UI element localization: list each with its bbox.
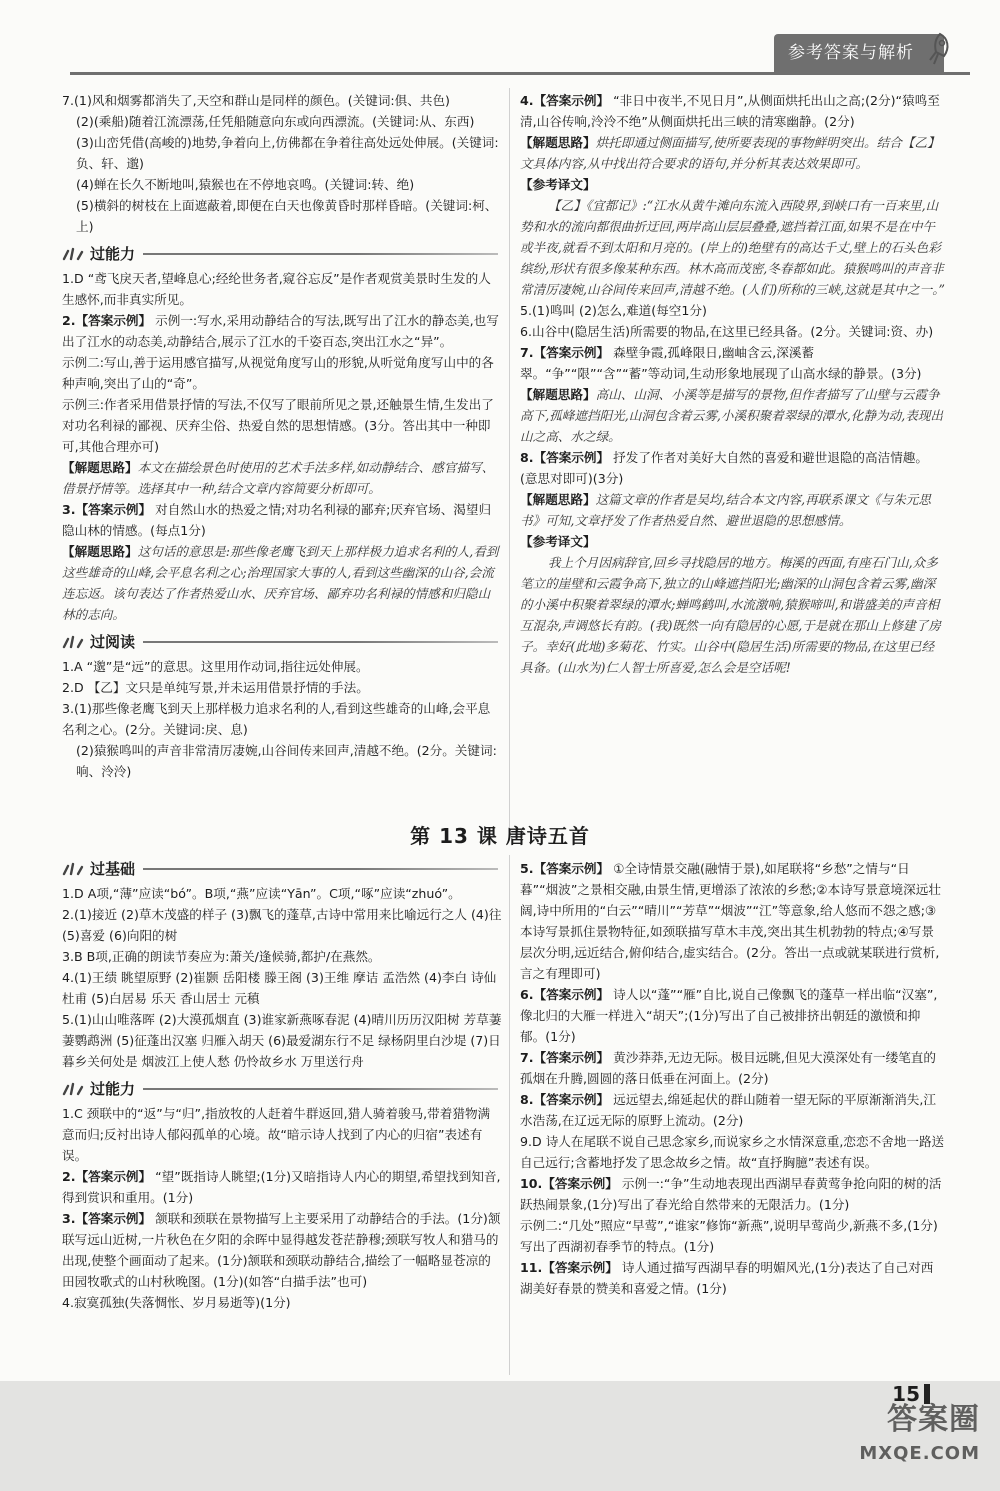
section-heading-ability (62, 243, 502, 265)
right-column-top (520, 90, 945, 678)
analysis-tag: 【解题思路】 (62, 460, 138, 475)
basic-answer-3: 3.B B项,正确的朗读节奏应为:萧关/逢候骑,都护/在燕然。 (62, 949, 381, 964)
answer-text: “非日中夜半,不见日月”,从侧面烘托出山之高;(2分)“猿鸣至清,山谷传响,泠泠不绝”从侧面烘托出三峡的清寒幽静。(2分) (520, 93, 940, 129)
sparkle-icon (62, 633, 86, 651)
answer-text: 颔联和颈联在景物描写上主要采用了动静结合的手法。(1分)颔联写远山近树,一片秋色在夕阳的余晖中显得越发苍茫静穆;颈联写牧人和猎马的出现,使整个画面动了起来。(1分)颔联和颈联动静结合,描绘了一幅略显苍凉的田园牧歌式的山村秋晚图。(1分)(如答“白描手法”也可) (62, 1211, 501, 1289)
sparkle-icon (62, 860, 86, 878)
answer-8 (520, 1089, 945, 1131)
answer-10 (520, 1173, 945, 1215)
sparkle-icon (62, 245, 86, 263)
answer-8-analysis (520, 489, 945, 531)
header-tab (774, 34, 944, 72)
basic-answer-1: 1.D A项,“薄”应读“bó”。B项,“燕”应读“Yān”。C项,“啄”应读“zhuó”。 (62, 886, 461, 901)
answer-7-5: (5)横斜的树枝在上面遮蔽着,即便在白天也像黄昏时那样昏暗。(关键词:柯、上) (76, 198, 498, 234)
answer-6: 6.山谷中(隐居生活)所需要的物品,在这里已经具备。(2分。关键词:资、办) (520, 324, 934, 339)
column-divider (509, 88, 510, 828)
section-rule (143, 253, 498, 255)
basic-answer-2: 2.(1)接近 (2)草木茂盛的样子 (3)飘飞的蓬草,古诗中常用来比喻远行之人 (4)往 (5)喜爱 (6)向阳的树 (62, 907, 502, 943)
answer-tag: 2.【答案示例】 (62, 313, 152, 328)
answer-tag: 10.【答案示例】 (520, 1176, 618, 1191)
answer-7-analysis (520, 384, 945, 447)
answer-1: 1.D “鸢飞戾天者,望峰息心;经纶世务者,窥谷忘反”是作者观赏美景时生发的人生感怀,而非真实所见。 (62, 271, 491, 307)
answer-5: 5.(1)鸣叫 (2)怎么,难道(每空1分) (520, 303, 707, 318)
answer-7-3: (3)山峦凭借(高峻的)地势,争着向上,仿佛都在争着往高处远处伸展。(关键词:负、轩、邈) (76, 135, 499, 171)
answer-text: 诗人通过描写西湖早春的明媚风光,(1分)表达了自己对西湖美好春景的赞美和喜爱之情。(1分) (520, 1260, 934, 1296)
answer-tag: 4.【答案示例】 (520, 93, 610, 108)
answer-11 (520, 1257, 945, 1299)
answer-7-2: (2)(乘船)随着江流漂荡,任凭船随意向东或向西漂流。(关键词:从、东西) (76, 114, 475, 129)
answer-4 (520, 90, 945, 132)
answer-8 (520, 447, 945, 489)
answer-6 (520, 984, 945, 1047)
section-title: 过能力 (90, 244, 136, 263)
answer-7 (520, 1047, 945, 1089)
answer-text: 远远望去,绵延起伏的群山随着一望无际的平原渐渐消失,江水浩荡,在辽远无际的原野上流动。(2分) (520, 1092, 936, 1128)
reference-translation-2-tag: 【参考译文】 (520, 534, 596, 549)
analysis-text: 这篇文章的作者是吴均,结合本文内容,再联系课文《与朱元思书》可知,文章抒发了作者热爱自然、避世退隐的思想感情。 (520, 492, 932, 528)
section-rule (143, 1088, 498, 1090)
section-heading-basic (62, 858, 502, 880)
header-section-title: 参考答案与解析 (788, 43, 914, 63)
answer-text: 诗人以“蓬”“雁”自比,说自己像飘飞的蓬草一样出临“汉塞”,像北归的大雁一样进入“胡天”;(1分)写出了自己被排挤出朝廷的激愤和抑郁。(1分) (520, 987, 938, 1044)
analysis-text: 烘托即通过侧面描写,使所要表现的事物鲜明突出。结合【乙】文具体内容,从中找出符合要求的语句,并分析其表达效果即可。 (520, 135, 940, 171)
reading-answer-3b: (2)猿猴鸣叫的声音非常清厉凄婉,山谷间传来回声,清越不绝。(2分。关键词:响、泠泠) (76, 743, 497, 779)
section-title: 过基础 (90, 859, 136, 878)
answer-text: 示例一:“争”生动地表现出西湖早春黄莺争抢向阳的树的活跃热闹景象,(1分)写出了春光给自然带来的无限活力。(1分) (520, 1176, 942, 1212)
answer-tag: 3.【答案示例】 (62, 502, 152, 517)
analysis-text: 本文在描绘景色时使用的艺术手法多样,如动静结合、感官描写、借景抒情等。选择其中一种,结合文章内容简要分析即可。 (62, 460, 495, 496)
section-rule (143, 868, 498, 870)
section-heading-reading (62, 631, 502, 653)
answer-text: 黄沙莽莽,无边无际。极目远眺,但见大漠深处有一缕笔直的孤烟在升腾,圆圆的落日低垂在河面上。(2分) (520, 1050, 936, 1086)
basic-answer-5: 5.(1)山山唯落晖 (2)大漠孤烟直 (3)谁家新燕啄春泥 (4)晴川历历汉阳树 芳草萋萋鹦鹉洲 (5)征蓬出汉塞 归雁入胡天 (6)最爱湖东行不足 绿杨阴里白沙堤 (7)日暮乡关何处是 烟波江上使人愁 仍怜故乡水 万里送行舟 (62, 1012, 502, 1069)
analysis-tag: 【解题思路】 (520, 492, 596, 507)
left-column-top (62, 90, 502, 782)
answer-7-4: (4)蝉在长久不断地叫,猿猴也在不停地哀鸣。(关键词:转、绝) (76, 177, 415, 192)
reading-answer-2: 2.D 【乙】文只是单纯写景,并未运用借景抒情的手法。 (62, 680, 369, 695)
analysis-tag: 【解题思路】 (62, 544, 138, 559)
answer-7-1: 7.(1)风和烟雾都消失了,天空和群山是同样的颜色。(关键词:俱、共色) (62, 93, 450, 108)
header-rule (70, 72, 970, 75)
page-number-bar (924, 1384, 930, 1404)
answer-text: 对自然山水的热爱之情;对功名利禄的鄙弃;厌弃官场、渴望归隐山林的情感。(每点1分) (62, 502, 492, 538)
answer-7 (520, 342, 945, 384)
answer-10-example-2: 示例二:“几处”照应“早莺”,“谁家”修饰“新燕”,说明早莺尚少,新燕不多,(1分)写出了西湖初春季节的特点。(1分) (520, 1218, 938, 1254)
left-column-bottom (62, 852, 502, 1313)
page-footer (0, 1381, 1000, 1491)
section-heading-ability-2 (62, 1078, 502, 1100)
section-title: 过阅读 (90, 632, 136, 651)
answer-3 (62, 499, 502, 541)
page-number: 15 (892, 1382, 920, 1406)
answer-tag: 7.【答案示例】 (520, 345, 610, 360)
ability-answer-2 (62, 1166, 502, 1208)
answer-tag: 8.【答案示例】 (520, 450, 610, 465)
watermark-bottom: MXQE.COM (859, 1443, 980, 1464)
watermark (859, 1403, 980, 1471)
ability-answer-3 (62, 1208, 502, 1292)
answer-2 (62, 310, 502, 352)
section-rule (143, 641, 498, 643)
answer-tag: 5.【答案示例】 (520, 861, 610, 876)
watermark-top: 答案圈 (887, 1402, 980, 1437)
analysis-tag: 【解题思路】 (520, 135, 596, 150)
reading-answer-3a: 3.(1)那些像老鹰飞到天上那样极力追求名利的人,看到这些雄奇的山峰,会平息名利之心。(2分。关键词:戾、息) (62, 701, 491, 737)
answer-2-example-2: 示例二:写山,善于运用感官描写,从视觉角度写山的形貌,从听觉角度写山中的各种声响,突出了山的“奇”。 (62, 355, 494, 391)
answer-tag: 6.【答案示例】 (520, 987, 610, 1002)
lesson-title: 第 13 课 唐诗五首 (410, 824, 590, 848)
reference-translation-tag: 【参考译文】 (520, 177, 596, 192)
answer-tag: 8.【答案示例】 (520, 1092, 610, 1107)
basic-answer-4: 4.(1)王绩 眺望原野 (2)崔颢 岳阳楼 滕王阁 (3)王维 摩诘 孟浩然 (4)李白 诗仙 杜甫 (5)白居易 乐天 香山居士 元稹 (62, 970, 497, 1006)
answer-text: “望”既指诗人眺望;(1分)又暗指诗人内心的期望,希望找到知音,得到赏识和重用。(1分) (62, 1169, 501, 1205)
answer-tag: 3.【答案示例】 (62, 1211, 152, 1226)
right-column-bottom (520, 858, 945, 1299)
sparkle-icon (62, 1080, 86, 1098)
analysis-text: 高山、山洞、小溪等是描写的景物,但作者描写了山壁与云霞争高下,孤峰遮挡阳光,山洞包含着云雾,小溪积聚着翠绿的潭水,化静为动,表现出山之高、水之绿。 (520, 387, 944, 444)
answer-9: 9.D 诗人在尾联不说自己思念家乡,而说家乡之水情深意重,恋恋不舍地一路送自己远行;含蓄地抒发了思念故乡之情。故“直抒胸臆”表述有误。 (520, 1134, 945, 1170)
answer-text: 森壁争霞,孤峰限日,幽岫含云,深溪蓄翠。“争”“限”“含”“蓄”等动词,生动形象地展现了山高水绿的静景。(3分) (520, 345, 922, 381)
answer-text: ①全诗情景交融(融情于景),如尾联将“乡愁”之情与“日暮”“烟波”之景相交融,由景生情,更增添了浓浓的乡愁;②本诗写景意境深远壮阔,诗中所用的“白云”“晴川”“芳草”“烟波”“江”等意象,给人悠而不怨之感;③本诗写景抓住景物特征,如颈联描写草木丰茂,突出其生机勃勃的特点;④写景层次分明,远近结合,俯仰结合,虚实结合。(2分。答出一点或就某联进行赏析,言之有理即可) (520, 861, 941, 981)
ability-answer-4: 4.寂寞孤独(失落惆怅、岁月易逝等)(1分) (62, 1295, 291, 1310)
answer-3-analysis (62, 541, 502, 625)
column-divider-bottom (509, 855, 510, 1375)
answer-tag: 2.【答案示例】 (62, 1169, 152, 1184)
answer-4-analysis (520, 132, 945, 174)
answer-text: 抒发了作者对美好大自然的喜爱和避世退隐的高洁情趣。(意思对即可)(3分) (520, 450, 928, 486)
answer-5 (520, 858, 945, 984)
analysis-tag: 【解题思路】 (520, 387, 596, 402)
reference-translation: 【乙】《宜都记》:“江水从黄牛滩向东流入西陵界,到峡口有一百来里,山势和水的流向都很曲折迂回,两岸高山层层叠叠,遮挡着江面,如果不是在中午或半夜,就看不到太阳和月亮的。(岸上的)绝壁有的高达千丈,壁上的石头色彩缤纷,形状有很多像某种东西。林木高而茂密,冬春都如此。猿猴鸣叫的声音非常清厉凄婉,山谷间传来回声,清越不绝。(人们)所称的三峡,这就是其中之一。” (520, 198, 945, 297)
reference-translation-2: 我上个月因病辞官,回乡寻找隐居的地方。梅溪的西面,有座石门山,众多笔立的崖壁和云霞争高下,独立的山峰遮挡阳光;幽深的山洞包含着云雾,幽深的小溪中积聚着翠绿的潭水;蝉鸣鹤叫,水流激响,猿猴啼叫,和谐盛美的声音相互混杂,声调悠长有韵。(我)既然一向有隐居的心愿,于是就在那山上修建了房子。幸好(此地)多菊花、竹实。山谷中(隐居生活)所需要的物品,在这里已经具备。(山水为)仁人智士所喜爱,怎么会是空话呢! (520, 555, 941, 675)
analysis-text: 这句话的意思是:那些像老鹰飞到天上那样极力追求名利的人,看到这些雄奇的山峰,会平息名利之心;治理国家大事的人,看到这些幽深的山谷,会流连忘返。该句表达了作者热爱山水、厌弃官场、鄙弃功名利禄的情感和归隐山林的志向。 (62, 544, 499, 622)
answer-2-analysis (62, 457, 502, 499)
reading-answer-1: 1.A “邈”是“远”的意思。这里用作动词,指往远处伸展。 (62, 659, 369, 674)
rocket-icon (920, 30, 954, 70)
answer-2-example-3: 示例三:作者采用借景抒情的写法,不仅写了眼前所见之景,还触景生情,生发出了对功名利禄的鄙视、厌弃尘俗、热爱自然的思想情感。(3分。答出其中一种即可,其他合理亦可) (62, 397, 494, 454)
answer-tag: 7.【答案示例】 (520, 1050, 610, 1065)
section-title: 过能力 (90, 1079, 136, 1098)
answer-text: 示例一:写水,采用动静结合的写法,既写出了江水的静态美,也写出了江水的动态美,动静结合,展示了江水的千姿百态,突出江水之“异”。 (62, 313, 499, 349)
ability-answer-1: 1.C 颈联中的“返”与“归”,指放牧的人赶着牛群返回,猎人骑着骏马,带着猎物满意而归;反衬出诗人郁闷孤单的心境。故“暗示诗人找到了内心的归宿”表述有误。 (62, 1106, 491, 1163)
answer-tag: 11.【答案示例】 (520, 1260, 618, 1275)
